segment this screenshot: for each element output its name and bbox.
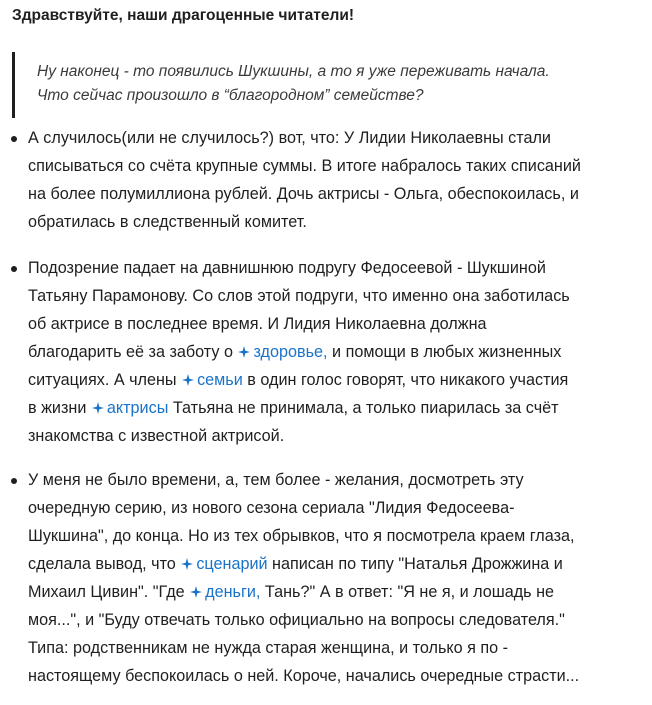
bullet-dot: [11, 478, 17, 484]
greeting-heading: Здравствуйте, наши драгоценные читатели!: [12, 7, 355, 24]
text-segment: Татьяна не принимала, а только пиарилась за счёт: [172, 399, 559, 417]
text-segment: написан по типу "Наталья Дрожжина и: [272, 555, 563, 573]
paragraph-line: А случилось(или не случилось?) вот, что: У Лидии Николаевны стали: [28, 129, 551, 147]
paragraph-line: очередную серию, из нового сезона сериала "Лидия Федосеева-: [28, 499, 515, 517]
quote-line: Ну наконец - то появились Шукшины, а то я уже переживать начала.: [37, 63, 550, 80]
tag-link-health[interactable]: [237, 343, 327, 361]
paragraph-line: на более полумиллиона рублей. Дочь актрисы - Ольга, обеспокоилась, и: [28, 185, 579, 203]
tag-link-label: деньги,: [205, 583, 261, 601]
tag-link-family[interactable]: [181, 371, 243, 389]
tag-link-label: актрисы: [106, 399, 169, 417]
list-item-2: [28, 254, 636, 450]
sparkle-icon: [182, 374, 194, 386]
text-segment: благодарить её за заботу о: [28, 343, 233, 361]
sparkle-icon: [190, 586, 202, 598]
paragraph-line: [28, 578, 636, 606]
tag-link-script[interactable]: [180, 555, 267, 573]
paragraph-line: списываться со счёта крупные суммы. В итоге набралось таких списаний: [28, 157, 581, 175]
bullet-dot: [11, 136, 17, 142]
quote-line: Что сейчас произошло в “благородном” семействе?: [37, 87, 424, 104]
tag-link-label: здоровье,: [253, 343, 328, 361]
bullet-dot: [11, 266, 17, 272]
paragraph-line: Шукшина", до конца. Но из тех обрывков, что я посмотрела краем глаза,: [28, 527, 575, 545]
blockquote: [12, 52, 635, 118]
paragraph-line: моя...", и "Буду отвечать только официально на вопросы следователя.": [28, 611, 565, 629]
paragraph-line: [28, 394, 636, 422]
text-segment: в один голос говорят, что никакого участия: [247, 371, 569, 389]
text-segment: сделала вывод, что: [28, 555, 176, 573]
text-segment: в жизни: [28, 399, 87, 417]
paragraph-line: [28, 338, 636, 366]
paragraph-line: настоящему беспокоилась о ней. Короче, начались очередные страсти...: [28, 667, 580, 685]
paragraph-line: знакомства с известной актрисой.: [28, 427, 285, 445]
quote-text: [37, 60, 627, 108]
paragraph-line: Типа: родственникам не нужда старая женщина, и только я по -: [28, 639, 509, 657]
sparkle-icon: [238, 346, 250, 358]
paragraph-line: У меня не было времени, а, тем более - желания, досмотреть эту: [28, 471, 524, 489]
paragraph-line: об актрисе в последнее время. И Лидия Николаевна должна: [28, 315, 487, 333]
text-segment: и помощи в любых жизненных: [332, 343, 562, 361]
sparkle-icon: [181, 558, 193, 570]
paragraph-line: обратилась в следственный комитет.: [28, 213, 307, 231]
paragraph-line: [28, 366, 636, 394]
paragraph-line: Подозрение падает на давнишнюю подругу Федосеевой - Шукшиной: [28, 259, 546, 277]
tag-link-actress[interactable]: [91, 399, 168, 417]
tag-link-money[interactable]: [189, 583, 260, 601]
paragraph-line: [28, 550, 636, 578]
text-segment: ситуациях. А члены: [28, 371, 177, 389]
paragraph-line: Татьяну Парамонову. Со слов этой подруги, что именно она заботилась: [28, 287, 570, 305]
list-item-3: [28, 466, 636, 690]
text-segment: Тань?" А в ответ: "Я не я, и лошадь не: [264, 583, 555, 601]
tag-link-label: сценарий: [196, 555, 268, 573]
sparkle-icon: [92, 402, 104, 414]
tag-link-label: семьи: [197, 371, 243, 389]
list-item-1: [28, 124, 636, 236]
text-segment: Михаил Цивин". "Где: [28, 583, 185, 601]
